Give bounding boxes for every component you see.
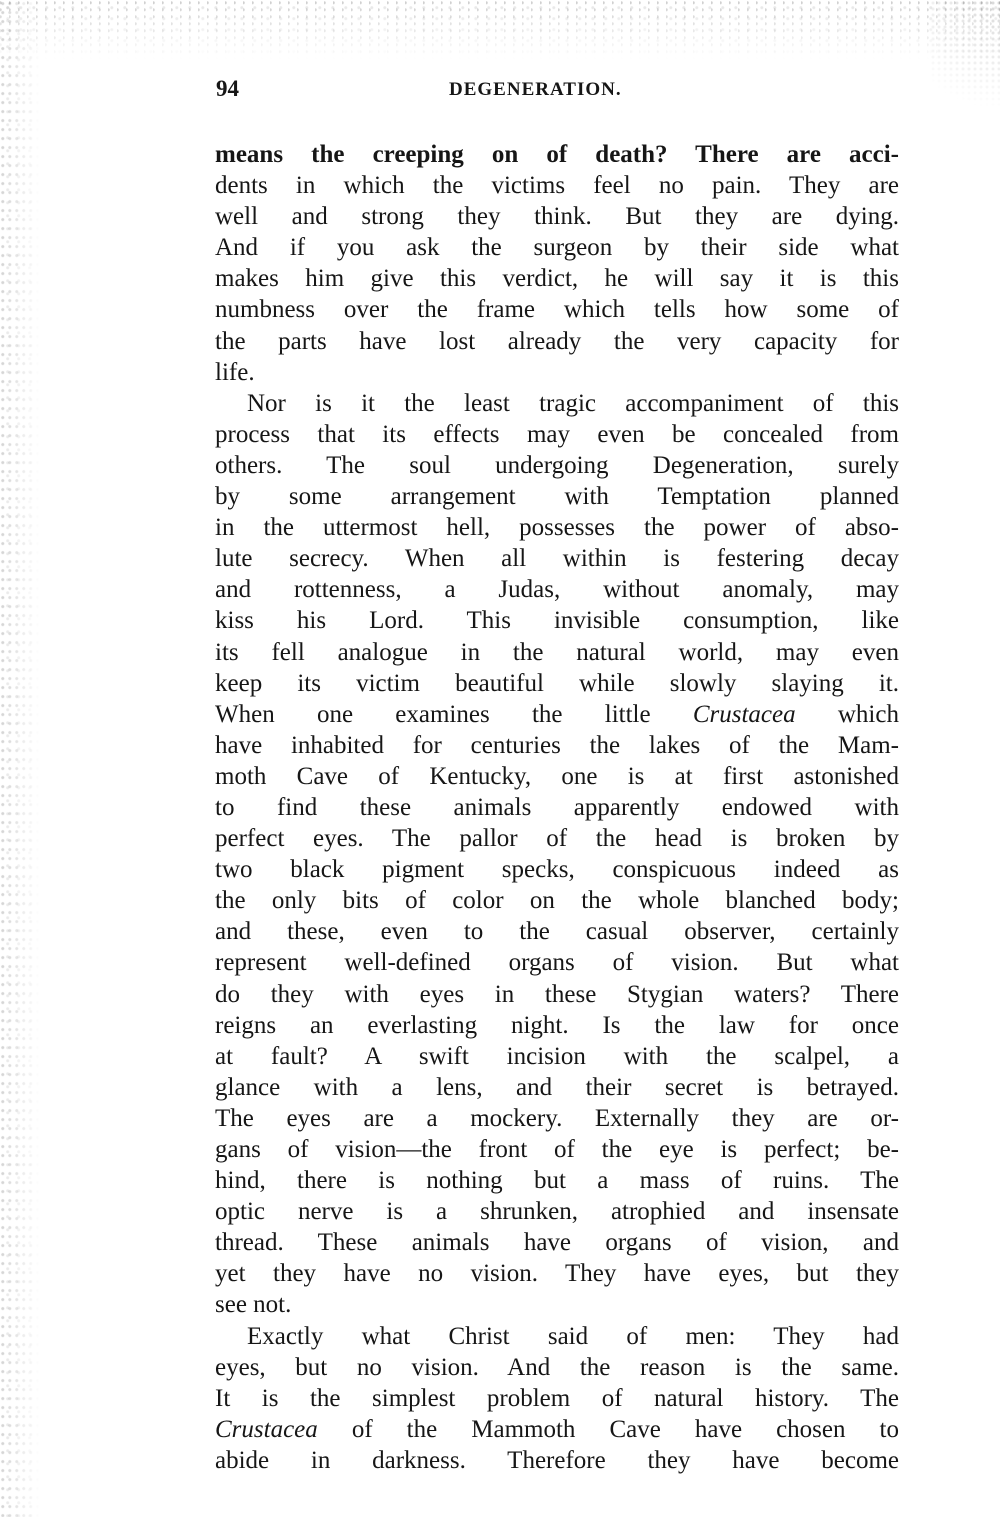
text-line: yet they have no vision. They have eyes, but they <box>215 1260 899 1288</box>
text-line <box>215 699 899 730</box>
text-line: well and strong they think. But they are dying. <box>215 203 899 231</box>
text-line-segment: of the Mammoth Cave have chosen to <box>317 1415 899 1443</box>
page-number: 94 <box>216 76 239 101</box>
text-line: moth Cave of Kentucky, one is at first astonished <box>215 762 899 790</box>
text-line: lute secrecy. When all within is festering decay <box>215 545 899 573</box>
text-line: in the uttermost hell, possesses the power of abso- <box>215 514 899 542</box>
text-line: process that its effects may even be concealed from <box>215 420 899 448</box>
text-line: the parts have lost already the very capacity for <box>215 327 899 355</box>
text-line: its fell analogue in the natural world, may even <box>215 638 899 666</box>
text-line: at fault? A swift incision with the scalpel, a <box>215 1042 899 1070</box>
text-line: optic nerve is a shrunken, atrophied and insensate <box>215 1198 899 1226</box>
text-line: to find these animals apparently endowed with <box>215 793 899 821</box>
text-line: And if you ask the surgeon by their side what <box>215 234 899 262</box>
running-head: DEGENERATION. <box>449 79 622 100</box>
text-line-segment: which <box>795 700 899 728</box>
text-line: Exactly what Christ said of men: They had <box>247 1322 899 1350</box>
text-line: see not. <box>215 1291 292 1319</box>
text-line: two black pigment specks, conspicuous indeed as <box>215 856 899 884</box>
text-line: keep its victim beautiful while slowly slaying it. <box>215 669 899 697</box>
text-line: The eyes are a mockery. Externally they are or- <box>215 1104 899 1132</box>
text-line: by some arrangement with Temptation planned <box>215 483 899 511</box>
italic-term: Crustacea <box>692 700 796 728</box>
scan-noise-left <box>0 0 40 1517</box>
body-text <box>215 139 899 1476</box>
text-line: have inhabited for centuries the lakes of the Mam- <box>215 731 899 759</box>
italic-term: Crustacea <box>215 1415 318 1443</box>
text-line: numbness over the frame which tells how some of <box>215 296 899 324</box>
page-header <box>216 76 900 106</box>
text-line: thread. These animals have organs of vision, and <box>215 1229 899 1257</box>
scan-noise-right <box>930 0 1000 130</box>
text-line: represent well-defined organs of vision. But what <box>215 949 899 977</box>
text-line: Nor is it the least tragic accompaniment of this <box>247 389 899 417</box>
text-line <box>215 1414 899 1445</box>
text-line-segment: When one examines the little <box>215 700 693 728</box>
text-line: eyes, but no vision. And the reason is the same. <box>215 1353 899 1381</box>
text-line: abide in darkness. Therefore they have become <box>215 1446 899 1474</box>
text-line: do they with eyes in these Stygian waters? There <box>215 980 899 1008</box>
text-line: hind, there is nothing but a mass of ruins. The <box>215 1167 899 1195</box>
text-line: means the creeping on of death? There are acci- <box>215 141 899 168</box>
text-line: reigns an everlasting night. Is the law for once <box>215 1011 899 1039</box>
text-line: the only bits of color on the whole blanched body; <box>215 887 899 915</box>
text-line: glance with a lens, and their secret is betrayed. <box>215 1073 899 1101</box>
text-line: and these, even to the casual observer, certainly <box>215 918 899 946</box>
text-line: dents in which the victims feel no pain. They are <box>215 172 899 200</box>
text-line: and rottenness, a Judas, without anomaly, may <box>215 576 899 604</box>
text-line: perfect eyes. The pallor of the head is broken by <box>215 825 899 853</box>
text-line: makes him give this verdict, he will say it is this <box>215 265 899 293</box>
text-line: life. <box>215 358 255 386</box>
text-line: It is the simplest problem of natural history. The <box>215 1384 899 1412</box>
scan-noise-top <box>0 0 1000 60</box>
text-line: kiss his Lord. This invisible consumption, like <box>215 607 899 635</box>
text-line: others. The soul undergoing Degeneration, surely <box>215 451 899 479</box>
text-line: gans of vision—the front of the eye is perfect; be- <box>215 1136 899 1163</box>
